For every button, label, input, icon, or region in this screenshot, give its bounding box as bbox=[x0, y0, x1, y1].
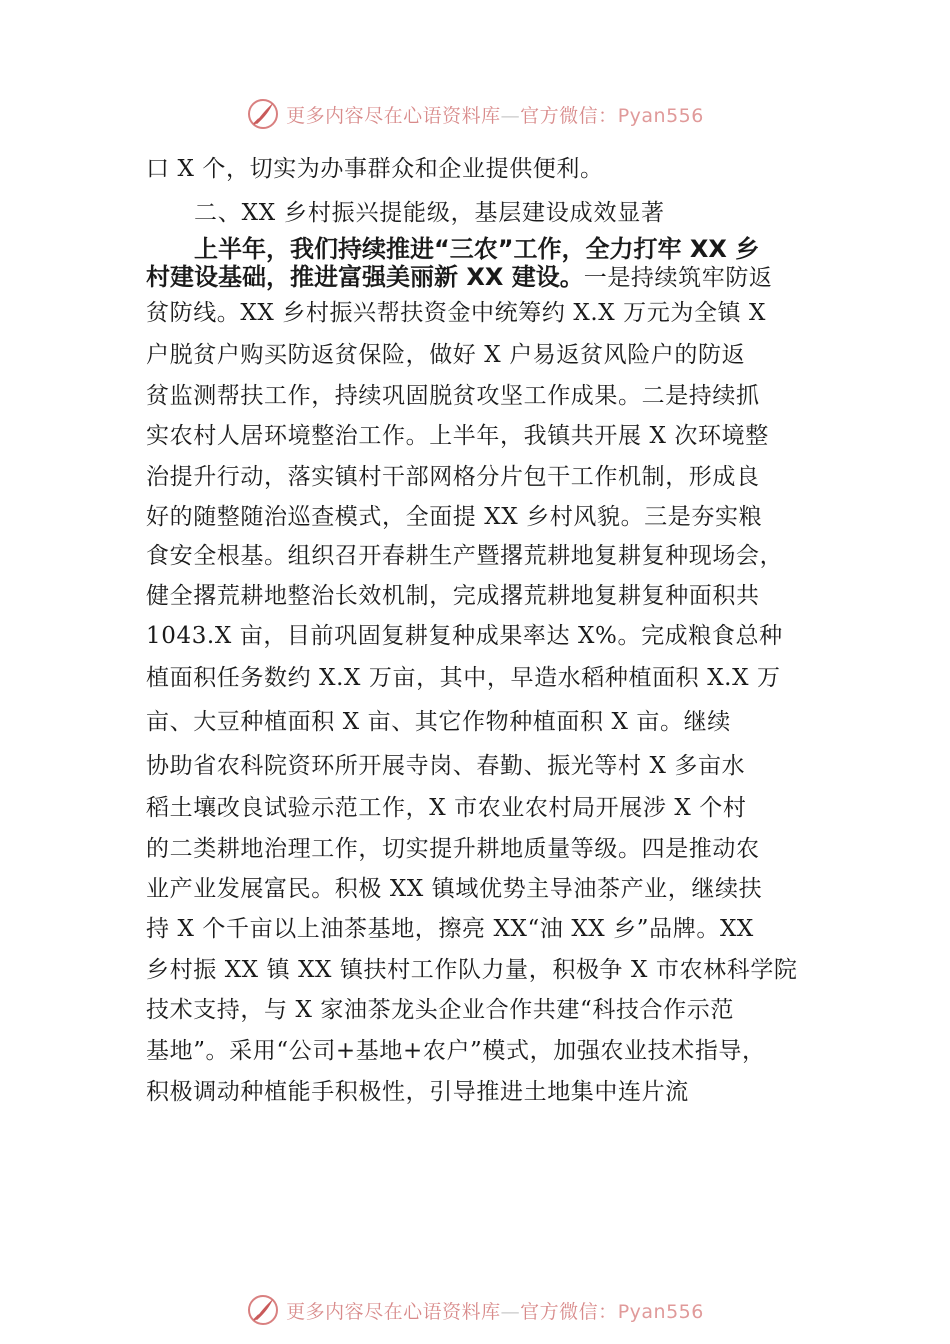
text-line: 实农村人居环境整治工作。上半年，我镇共开展 X 次环境整 bbox=[146, 423, 769, 449]
section-heading: 二、XX 乡村振兴提能级，基层建设成效显著 bbox=[194, 200, 665, 226]
text-line: 基地”。采用“公司+基地+农户”模式，加强农业技术指导， bbox=[146, 1038, 766, 1064]
text-line: 好的随整随治巡查模式，全面提 XX 乡村风貌。三是夯实粮 bbox=[146, 504, 763, 530]
text-line: 积极调动种植能手积极性，引导推进土地集中连片流 bbox=[146, 1079, 689, 1105]
watermark-text: 更多内容尽在心语资料库—官方微信：Pyan556 bbox=[286, 104, 704, 127]
text-line: 业产业发展富民。积极 XX 镇域优势主导油茶产业，继续扶 bbox=[146, 876, 763, 902]
text-line: 的二类耕地治理工作，切实提升耕地质量等级。四是推动农 bbox=[146, 836, 760, 862]
watermark-text: 更多内容尽在心语资料库—官方微信：Pyan556 bbox=[286, 1300, 704, 1323]
text-line: 稻土壤改良试验示范工作，X 市农业农村局开展涉 X 个村 bbox=[146, 795, 747, 821]
bold-lead-text: 村建设基础，推进富强美丽新 XX 建设。 bbox=[146, 263, 584, 291]
header-watermark bbox=[0, 94, 950, 134]
text-line: 村建设基础，推进富强美丽新 XX 建设。一是持续筑牢防返 bbox=[146, 263, 773, 291]
text-line: 健全撂荒耕地整治长效机制，完成撂荒耕地复耕复种面积共 bbox=[146, 583, 760, 609]
bold-lead-text: 上半年，我们持续推进“三农”工作，全力打牢 XX 乡 bbox=[194, 235, 760, 263]
text-line: 贫防线。XX 乡村振兴帮扶资金中统筹约 X.X 万元为全镇 X bbox=[146, 300, 767, 326]
text-line: 户脱贫户购买防返贫保险，做好 X 户易返贫风险户的防返 bbox=[146, 342, 746, 368]
text-line: 1043.X 亩，目前巩固复耕复种成果率达 X%。完成粮食总种 bbox=[146, 623, 783, 649]
text-line: 治提升行动，落实镇村干部网格分片包干工作机制，形成良 bbox=[146, 464, 760, 490]
quill-logo-icon bbox=[246, 97, 280, 131]
footer-watermark bbox=[0, 1290, 950, 1330]
text-line: 口 X 个，切实为办事群众和企业提供便利。 bbox=[146, 156, 604, 182]
text-line: 食安全根基。组织召开春耕生产暨撂荒耕地复耕复种现场会， bbox=[146, 543, 784, 569]
quill-logo-icon bbox=[246, 1293, 280, 1327]
text-line: 亩、大豆种植面积 X 亩、其它作物种植面积 X 亩。继续 bbox=[146, 709, 731, 735]
text-line: 协助省农科院资环所开展寺岗、春勤、振光等村 X 多亩水 bbox=[146, 753, 746, 779]
text-line bbox=[194, 234, 759, 265]
text-line: 贫监测帮扶工作，持续巩固脱贫攻坚工作成果。二是持续抓 bbox=[146, 383, 760, 409]
text-line: 乡村振 XX 镇 XX 镇扶村工作队力量，积极争 X 市农林科学院 bbox=[146, 957, 798, 983]
text-line: 持 X 个千亩以上油茶基地，擦亮 XX“油 XX 乡”品牌。XX bbox=[146, 916, 754, 942]
text-line: 技术支持，与 X 家油茶龙头企业合作共建“科技合作示范 bbox=[146, 997, 734, 1023]
text-line: 植面积任务数约 X.X 万亩，其中，早造水稻种植面积 X.X 万 bbox=[146, 665, 781, 691]
